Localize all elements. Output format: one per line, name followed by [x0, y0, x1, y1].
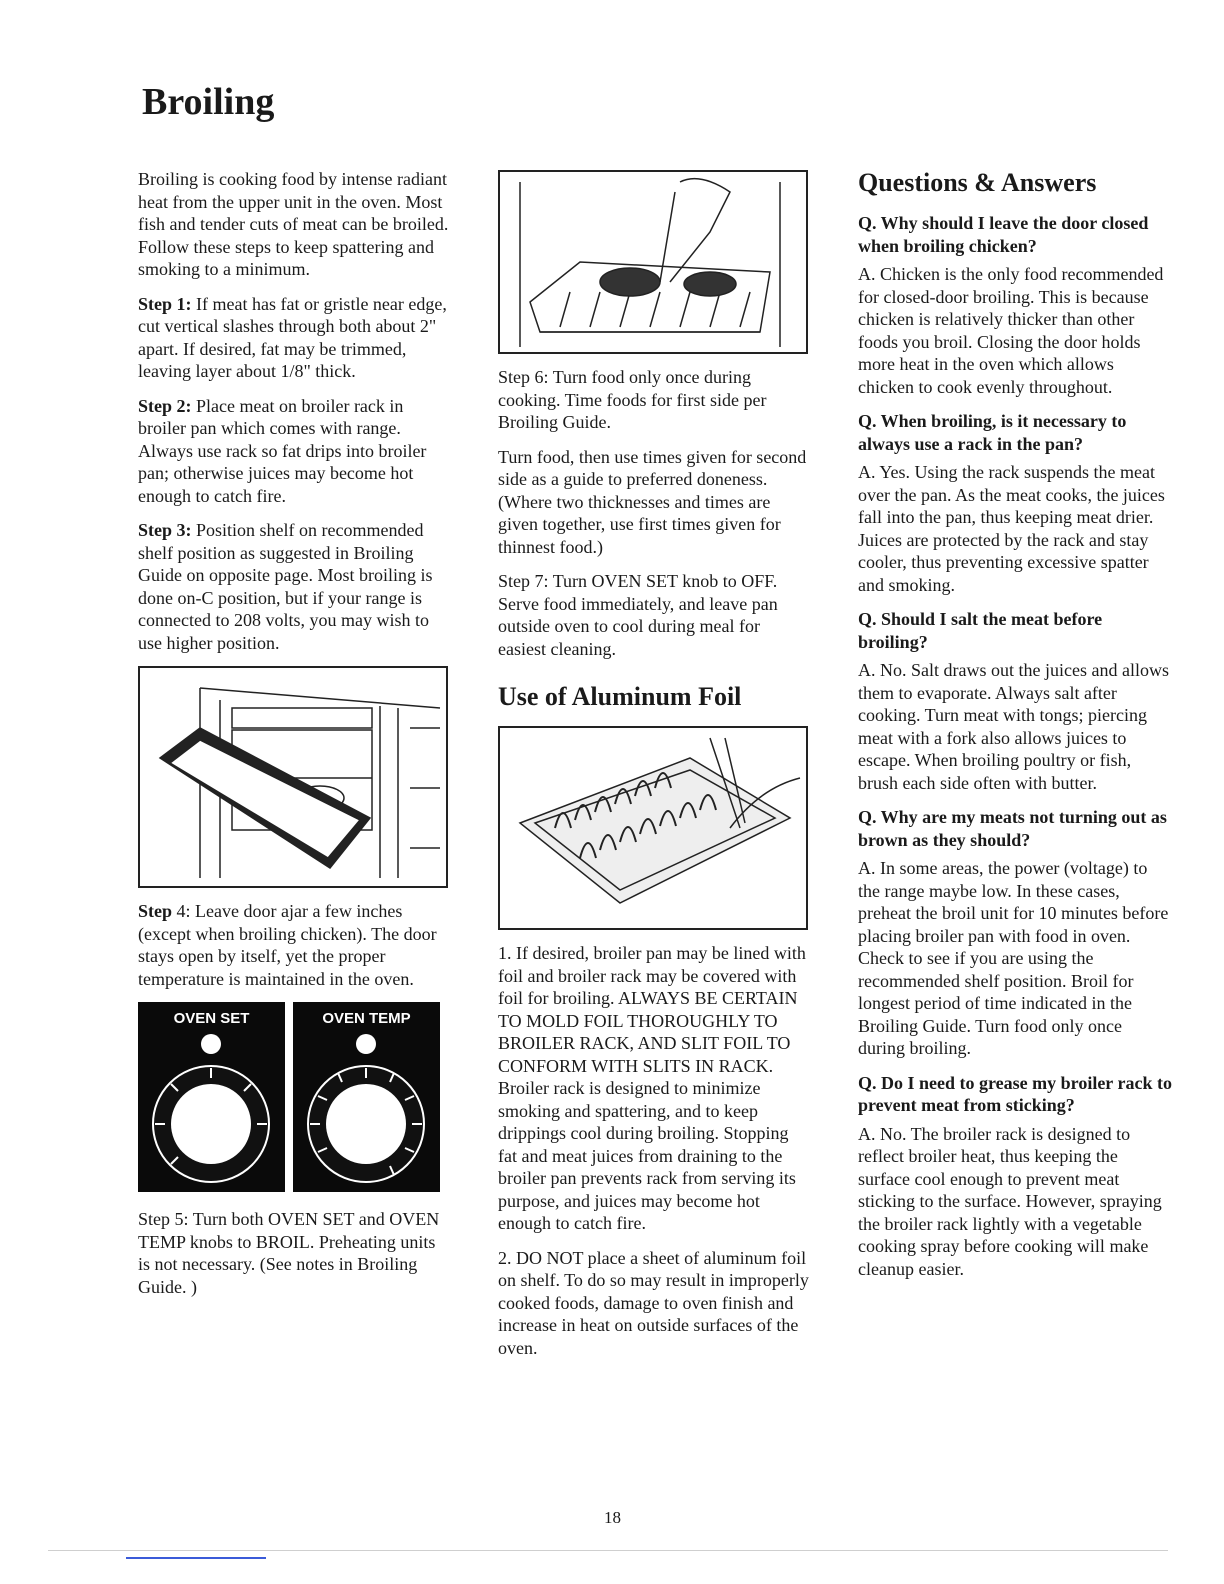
step-5-text: 5: Turn both OVEN SET and OVEN TEMP knobs to BROIL. Preheating units is not necessary. (See notes in Broiling Guide. ) [138, 1209, 440, 1297]
step-2-text: Place meat on broiler rack in broiler pan which comes with range. Always use rack so fat drips into broiler pan; otherwise juices may become hot enough to catch fire. [138, 395, 427, 506]
step-3-text: Position shelf on recommended shelf position as suggested in Broiling Guide on opposite page. Most broiling is done on-C position, but if your range is connected to 208 volts, you may wish to use higher position. [138, 520, 433, 653]
page-number: 18 [604, 1508, 621, 1527]
answer-4: A. In some areas, the power (voltage) to the range maybe low. In these cases, preheat the broil unit for 10 minutes before placing broiler pan with food in oven. Check to see if you are using the recommended shelf position. Broil for longest period of time indicated in the Broiling Guide. Turn food only once during broiling. [858, 858, 1169, 1058]
column-right [858, 168, 1173, 1292]
step-1 [138, 293, 450, 383]
oven-temp-knob [293, 1002, 440, 1192]
step-6-lead: Step [498, 367, 531, 387]
foil-item-1: 1. If desired, broiler pan may be lined with foil and broiler rack may be covered with foil for broiling. ALWAYS BE CERTAIN TO MOLD FOIL THOROUGHLY TO BROILER RACK, AND SLIT FOIL TO CONFORM WITH SLITS IN RACK. Broiler rack is designed to minimize smoking and spattering, and to keep drippings cool during broiling. Stopping fat and meat juices from draining to the broiler pan prevents rack from serving its purpose, and juices may become hot enough to catch fire. [498, 943, 806, 1233]
step-5-lead: Step [138, 1209, 171, 1229]
qa-heading: Questions & Answers [858, 168, 1097, 197]
foil-broiler-pan-illustration [498, 726, 808, 930]
dial-icon [151, 1064, 271, 1184]
indicator-dot-icon [201, 1034, 221, 1054]
column-left [138, 168, 450, 1310]
step-6-text: 6: Turn food only once during cooking. Time foods for first side per Broiling Guide. [498, 367, 767, 432]
intro-paragraph: Broiling is cooking food by intense radiant heat from the upper unit in the oven. Most fish and tender cuts of meat can be broiled. Follow these steps to keep spattering and smoking to a minimum. [138, 169, 449, 279]
step-4-text: 4: Leave door ajar a few inches (except when broiling chicken). The door stays open by itself, yet the proper temperature is maintained in the oven. [138, 901, 437, 989]
oven-set-knob [138, 1002, 285, 1192]
step-7-text: 7: Turn OVEN SET knob to OFF. Serve food immediately, and leave pan outside oven to cool during meal for easiest cleaning. [498, 571, 778, 659]
foil-item-2: 2. DO NOT place a sheet of aluminum foil on shelf. To do so may result in improperly cooked foods, damage to oven finish and increase in heat on outside surfaces of the oven. [498, 1247, 809, 1358]
step-5 [138, 1208, 450, 1298]
question-2: Q. When broiling, is it necessary to always use a rack in the pan? [858, 411, 1127, 454]
dial-icon [306, 1064, 426, 1184]
step-6 [498, 366, 810, 434]
oven-set-label: OVEN SET [173, 1010, 250, 1027]
step-1-lead: Step 1: [138, 293, 192, 314]
oven-temp-label: OVEN TEMP [322, 1010, 411, 1027]
step-4-lead: Step [138, 901, 173, 921]
step-7-lead: Step [498, 571, 531, 591]
step-1-text: If meat has fat or gristle near edge, cut vertical slashes through both about 2" apart. If desired, fat may be trimmed, leaving layer about 1/8" thick. [138, 293, 447, 381]
question-4: Q. Why are my meats not turning out as brown as they should? [858, 807, 1167, 850]
question-5: Q. Do I need to grease my broiler rack to prevent meat from sticking? [858, 1072, 1172, 1115]
answer-3: A. No. Salt draws out the juices and allows them to evaporate. Always salt after cooking. Turn meat with tongs; piercing meat with a fork also allows juices to escape. When broiling poultry or fish, brush each side often with butter. [858, 660, 1169, 793]
step-2 [138, 395, 450, 508]
page-title: Broiling [142, 81, 275, 123]
indicator-dot-icon [356, 1034, 376, 1054]
control-knobs-illustration [138, 1002, 450, 1192]
footer-divider [48, 1550, 1168, 1551]
step-4 [138, 900, 450, 990]
question-3: Q. Should I salt the meat before broiling? [858, 609, 1103, 652]
footer-link-underline [126, 1557, 266, 1559]
step-3 [138, 519, 450, 654]
step-3-lead: Step 3: [138, 520, 192, 540]
step-7 [498, 570, 810, 660]
question-1: Q. Why should I leave the door closed when broiling chicken? [858, 213, 1149, 256]
answer-1: A. Chicken is the only food recommended for closed-door broiling. This is because chicken is relatively thicker than other foods you broil. Closing the door holds more heat in the oven which allows chicken to cook evenly throughout. [858, 264, 1164, 397]
oven-door-ajar-illustration [138, 666, 448, 888]
step-2-lead: Step 2: [138, 395, 192, 416]
turning-food-illustration [498, 170, 808, 354]
answer-5: A. No. The broiler rack is designed to reflect broiler heat, thus keeping the surface cool enough to prevent meat sticking to the surface. However, spraying the broiler rack lightly with a vegetable cooking spray before cooking will make cleanup easier. [858, 1123, 1162, 1279]
column-middle [498, 168, 810, 1371]
step-6-more: Turn food, then use times given for second side as a guide to preferred doneness. (Where two thicknesses and times are given together, use first times given for thinnest food.) [498, 446, 807, 557]
foil-heading: Use of Aluminum Foil [498, 682, 742, 711]
answer-2: A. Yes. Using the rack suspends the meat over the pan. As the meat cooks, the juices fall into the pan, thus keeping meat drier. Juices are protected by the rack and stay cooler, thus preventing excessive spatter and smoking. [858, 462, 1165, 595]
